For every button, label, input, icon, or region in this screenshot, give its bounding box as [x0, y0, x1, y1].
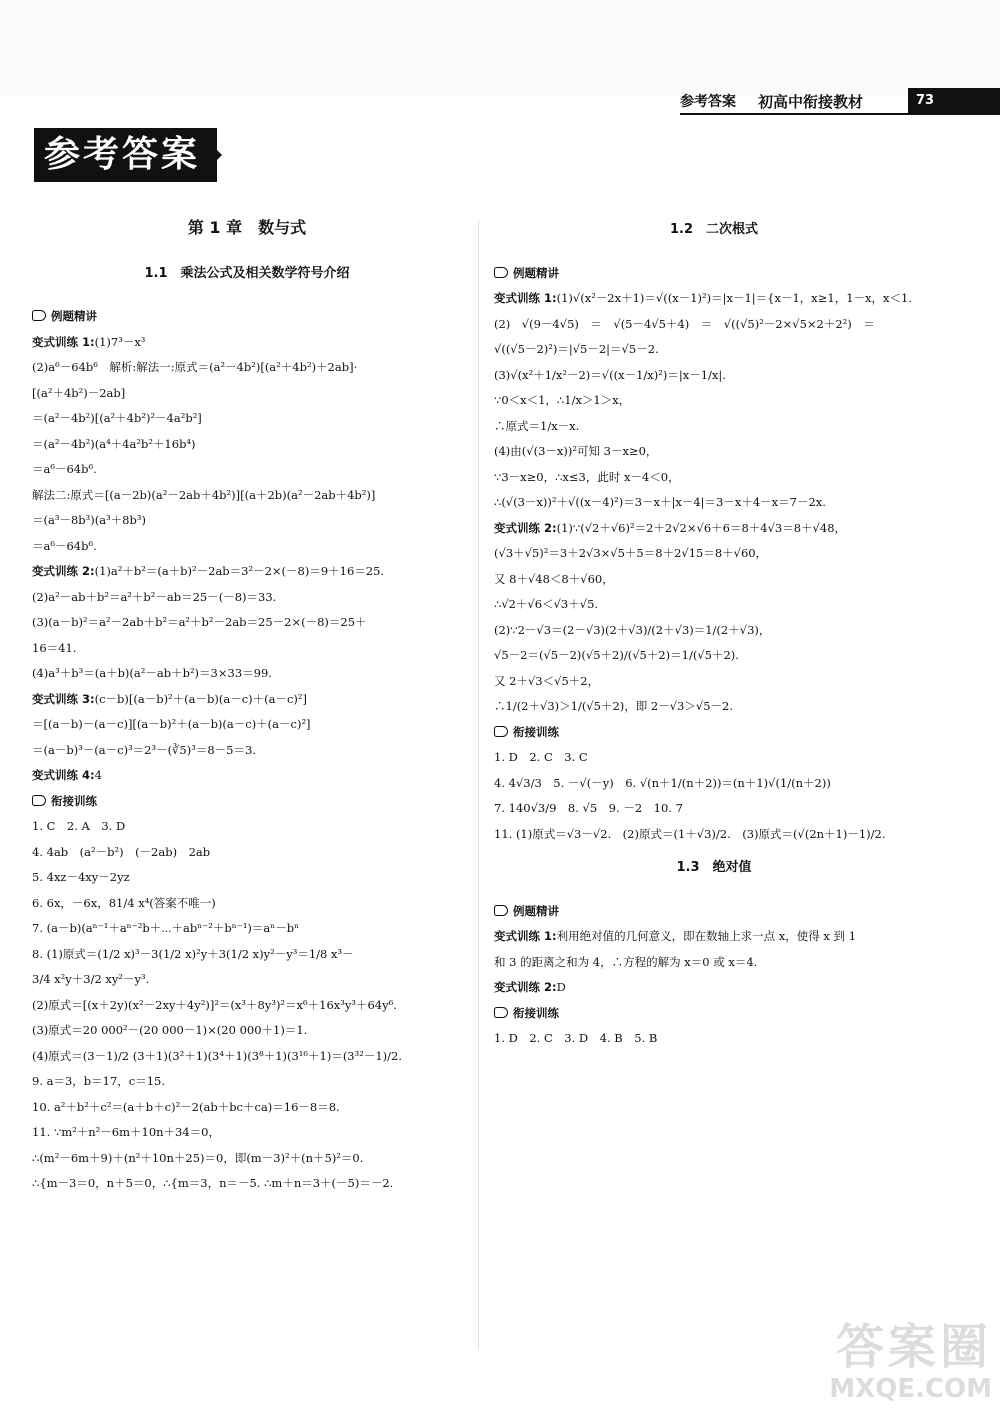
practice-line: 3/4 x²y＋3/2 xy²－y³.: [32, 972, 150, 986]
answer-line: ∴原式＝1/x－x.: [494, 418, 580, 433]
answer-line: 变式训练 2:(1)∵(√2＋√6)²＝2＋2√2×√6＋6＝8＋4√3＝8＋√48，: [494, 520, 847, 535]
header-section-label: 参考答案: [680, 94, 736, 110]
answer-line: (3)√(x²＋1/x²－2)＝√((x－1/x)²)＝|x－1/x|.: [494, 367, 726, 382]
answer-line: ∴(√(3－x))²＋√((x－4)²)＝3－x＋|x－4|＝3－x＋4－x＝7－2x.: [494, 495, 826, 509]
answer-line: (2)a⁶－64b⁶ 解析:解法一:原式＝(a²－4b²)[(a²＋4b²)＋2ab]·: [32, 360, 358, 374]
answer-line: √((√5－2)²)＝|√5－2|＝√5－2.: [494, 342, 659, 356]
answer-line: (3)(a－b)²＝a²－2ab＋b²＝a²＋b²－2ab＝25－2×(－8)＝25＋: [32, 615, 367, 629]
practice-line: 1. C 2. A 3. D: [32, 819, 126, 833]
subheading-examples: [494, 261, 934, 287]
answer-line: ∵3－x≥0，∴x≤3，此时 x－4＜0，: [494, 469, 680, 484]
section-title: 1.3 绝对值: [676, 860, 752, 875]
pointing-hand-icon: [32, 310, 46, 321]
answer-line: 变式训练 1:利用绝对值的几何意义，即在数轴上求一点 x，使得 x 到 1: [494, 929, 857, 943]
practice-line: ∴(m²－6m＋9)＋(n²＋10n＋25)＝0，即(m－3)²＋(n＋5)²＝0.: [32, 1150, 364, 1165]
answer-line: 变式训练 3:(c－b)[(a－b)²＋(a－b)(a－c)＋(a－c)²]: [32, 691, 307, 706]
spacer: [494, 847, 934, 855]
answer-line: 变式训练 2:(1)a²＋b²＝(a＋b)²－2ab＝3²－2×(－8)＝9＋16＝25.: [32, 564, 385, 578]
pointing-hand-icon: [494, 726, 508, 737]
subheading-examples: [32, 304, 462, 330]
practice-line: 5. 4xz－4xy－2yz: [32, 870, 130, 884]
answer-line: 变式训练 1:(1)7³－x³: [32, 334, 146, 349]
page-number: 73: [908, 88, 1000, 114]
answer-line: (4)a³＋b³＝(a＋b)(a²－ab＋b²)＝3×33＝99.: [32, 666, 272, 680]
subheading-label: 衔接训练: [513, 724, 559, 739]
practice-line: 6. 6x，－6x，81/4 x⁴(答案不唯一): [32, 895, 216, 910]
watermark-logo: [812, 1320, 992, 1410]
practice-line: 4. 4ab (a²－b²) (－2ab) 2ab: [32, 844, 211, 859]
chapter-title: 第 1 章 数与式: [187, 218, 307, 237]
header-rule: [680, 113, 1000, 115]
subheading-label: 衔接训练: [51, 793, 97, 808]
exercise-label: 变式训练 2:: [494, 980, 557, 994]
practice-line: (2)原式＝[(x＋2y)(x²－2xy＋4y²)]²＝(x³＋8y³)²＝x⁶＋16x³y³＋64y⁶.: [32, 997, 397, 1012]
section-title: 1.2 二次根式: [669, 222, 759, 237]
watermark-url: MXQE.COM: [829, 1374, 992, 1404]
answer-line: ∴1/(2＋√3)＞1/(√5＋2)，即 2－√3＞√5－2.: [494, 699, 733, 713]
answer-line: 变式训练 2:D: [494, 980, 566, 994]
answer-line: ＝(a²－4b²)(a⁴＋4a²b²＋16b⁴): [32, 436, 196, 451]
pointing-hand-icon: [494, 1007, 508, 1018]
practice-line: 9. a＝3，b＝17，c＝15.: [32, 1074, 166, 1088]
answer-line: (4)由(√(3－x))²可知 3－x≥0，: [494, 444, 658, 458]
answer-line: ∵0＜x＜1，∴1/x＞1＞x，: [494, 393, 631, 407]
subheading-label: 例题精讲: [513, 265, 559, 280]
section-title: 1.1 乘法公式及相关数学符号介绍: [144, 265, 350, 281]
exercise-label: 变式训练 4:: [32, 768, 95, 782]
answer-line: 又 8＋√48＜8＋√60，: [494, 571, 614, 586]
exercise-label: 变式训练 1:: [32, 334, 95, 349]
examples-block: [494, 286, 934, 720]
answer-line: (2)∵2－√3＝(2－√3)(2＋√3)/(2＋√3)＝1/(2＋√3)，: [494, 622, 771, 637]
header-book-title: 初高中衔接教材: [758, 92, 864, 111]
exercise-label: 变式训练 2:: [494, 520, 557, 535]
pointing-hand-icon: [32, 795, 46, 806]
practice-line: 7. 140√3/9 8. √5 9. －2 10. 7: [494, 801, 683, 815]
answer-line: √5－2＝(√5－2)(√5＋2)/(√5＋2)＝1/(√5＋2).: [494, 648, 739, 662]
answer-line: ∴√2＋√6＜√3＋√5.: [494, 597, 599, 611]
answer-line: 16＝41.: [32, 640, 77, 655]
answer-line: ＝(a－b)³－(a－c)³＝2³－(∛5)³＝8－5＝3.: [32, 742, 256, 757]
practice-line: 4. 4√3/3 5. －√(－y) 6. √(n＋1/(n＋2))＝(n＋1)√(1/(n＋2)): [494, 775, 831, 790]
examples-block: [32, 330, 462, 789]
practice-block: [494, 745, 934, 847]
practice-line: 11. ∵m²＋n²－6m＋10n＋34＝0，: [32, 1125, 221, 1139]
answer-line: [(a²＋4b²)－2ab]: [32, 385, 126, 400]
watermark-text: 答案圈: [835, 1319, 992, 1375]
answer-line: (2) √(9－4√5) ＝ √(5－4√5＋4) ＝ √((√5)²－2×√5×2＋2²) ＝: [494, 316, 875, 331]
subheading-label: 例题精讲: [51, 309, 97, 323]
subheading-practice: [32, 789, 462, 815]
exercise-label: 变式训练 2:: [32, 564, 95, 578]
answer-line: 又 2＋√3＜√5＋2，: [494, 673, 600, 688]
answer-line: 变式训练 1:(1)√(x²－2x＋1)＝√((x－1)²)＝|x－1|＝{x－1，x≥1，1－x，x＜1.: [494, 291, 912, 305]
answer-line: ＝a⁶－64b⁶.: [32, 538, 97, 553]
practice-line: 11. (1)原式＝√3－√2. (2)原式＝(1＋√3)/2. (3)原式＝(√(2n＋1)－1)/2.: [494, 826, 886, 841]
pointing-hand-icon: [494, 267, 508, 278]
practice-line: 1. D 2. C 3. D 4. B 5. B: [494, 1031, 658, 1045]
top-margin: [0, 0, 1000, 95]
subheading-practice: [494, 720, 934, 746]
answer-line: 解法二:原式＝[(a－2b)(a²－2ab＋4b²)][(a＋2b)(a²－2ab＋4b²)]: [32, 487, 376, 502]
practice-line: (3)原式＝20 000²－(20 000－1)×(20 000＋1)＝1.: [32, 1023, 308, 1037]
answer-line: ＝a⁶－64b⁶.: [32, 462, 97, 476]
subheading-examples: [494, 899, 934, 925]
practice-block: [32, 814, 462, 1197]
answer-line: ＝(a²－4b²)[(a²＋4b²)²－4a²b²]: [32, 411, 202, 425]
examples-block: [494, 924, 934, 1001]
answer-line: ＝(a³－8b³)(a³＋8b³): [32, 513, 146, 527]
practice-line: (4)原式＝(3－1)/2 (3＋1)(3²＋1)(3⁴＋1)(3⁸＋1)(3¹⁶＋1)＝(3³²－1)/2.: [32, 1048, 402, 1063]
practice-line: 1. D 2. C 3. C: [494, 750, 588, 764]
banner-title: 参考答案: [34, 128, 217, 182]
subheading-label: 衔接训练: [513, 1005, 559, 1020]
exercise-label: 变式训练 1:: [494, 291, 557, 305]
banner-arrow-icon: [200, 133, 222, 177]
subheading-practice: [494, 1001, 934, 1027]
column-divider: [478, 220, 479, 1350]
answer-line: ＝[(a－b)－(a－c)][(a－b)²＋(a－b)(a－c)＋(a－c)²]: [32, 717, 311, 731]
practice-line: 10. a²＋b²＋c²＝(a＋b＋c)²－2(ab＋bc＋ca)＝16－8＝8.: [32, 1099, 340, 1114]
answer-line: (2)a²－ab＋b²＝a²＋b²－ab＝25－(－8)＝33.: [32, 589, 277, 604]
subheading-label: 例题精讲: [513, 903, 559, 918]
pointing-hand-icon: [494, 905, 508, 916]
running-header: [680, 88, 1000, 114]
answer-line: (√3＋√5)²＝3＋2√3×√5＋5＝8＋2√15＝8＋√60，: [494, 546, 768, 560]
practice-block: [494, 1026, 934, 1052]
practice-line: 8. (1)原式＝(1/2 x)³－3(1/2 x)²y＋3(1/2 x)y²－y³＝1/8 x³－: [32, 946, 354, 961]
exercise-label: 变式训练 3:: [32, 691, 95, 706]
practice-line: 7. (a－b)(aⁿ⁻¹＋aⁿ⁻²b＋⋯＋abⁿ⁻²＋bⁿ⁻¹)＝aⁿ－bⁿ: [32, 921, 300, 935]
answer-line: 变式训练 4:4: [32, 768, 102, 782]
left-column: [32, 215, 462, 1197]
exercise-label: 变式训练 1:: [494, 929, 557, 943]
right-column: [494, 215, 934, 1052]
practice-line: ∴{m－3＝0，n＋5＝0，∴{m＝3，n＝－5. ∴m＋n＝3＋(－5)＝－2.: [32, 1176, 394, 1190]
answer-line: 和 3 的距离之和为 4，∴方程的解为 x＝0 或 x＝4.: [494, 954, 758, 969]
